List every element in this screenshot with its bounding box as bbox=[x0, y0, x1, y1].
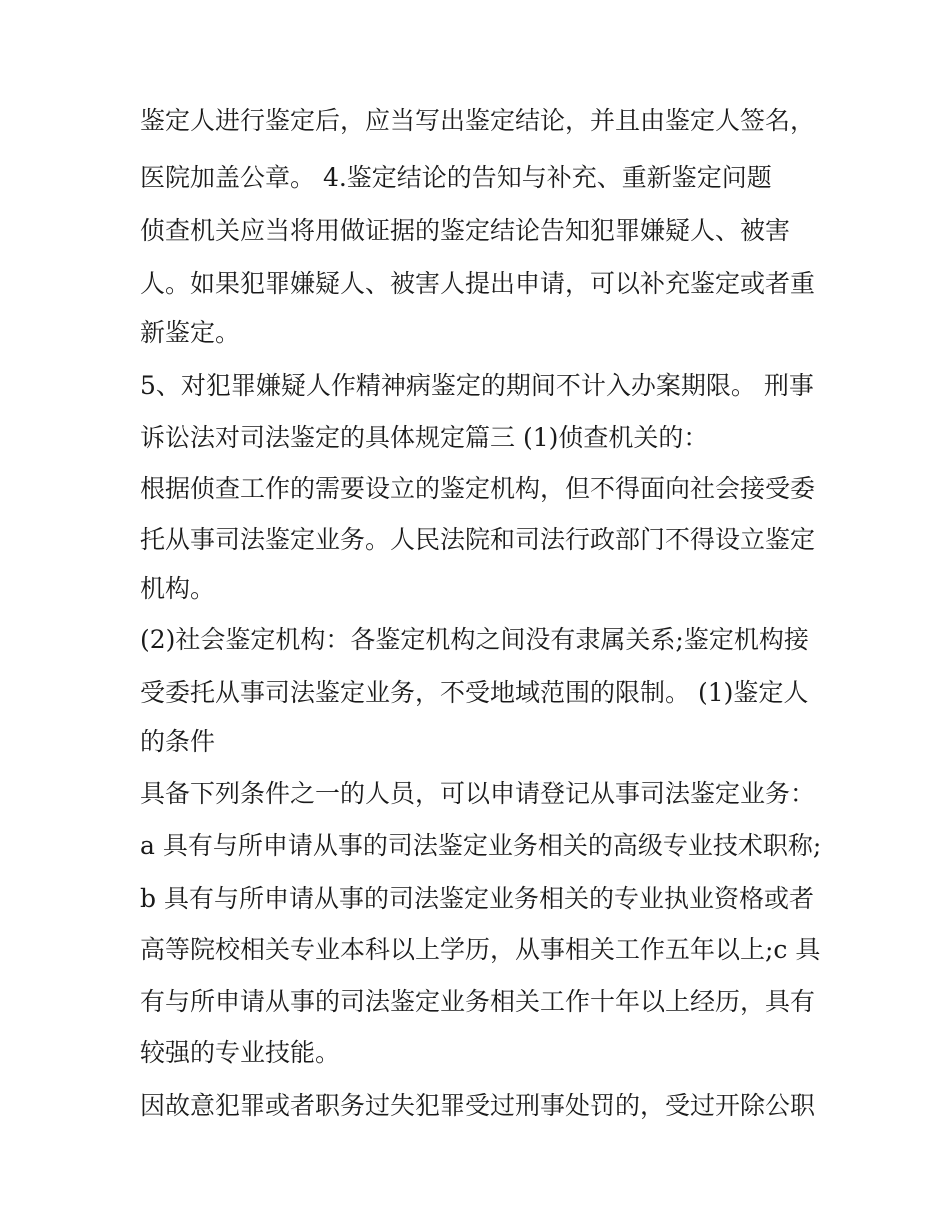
text-line: 新鉴定。 bbox=[140, 318, 241, 347]
text-line: (2)社会鉴定机构：各鉴定机构之间没有隶属关系;鉴定机构接 bbox=[140, 625, 809, 654]
text-line: 鉴定人进行鉴定后，应当写出鉴定结论，并且由鉴定人签名， bbox=[140, 106, 816, 135]
text-line: 根据侦查工作的需要设立的鉴定机构，但不得面向社会接受委 bbox=[140, 474, 816, 503]
text-line: 因故意犯罪或者职务过失犯罪受过刑事处罚的，受过开除公职 bbox=[140, 1091, 816, 1120]
text-line: 受委托从事司法鉴定业务，不受地域范围的限制。 (1)鉴定人 bbox=[140, 678, 809, 707]
text-line: 有与所申请从事的司法鉴定业务相关工作十年以上经历，具有 bbox=[140, 987, 816, 1016]
text-line: a 具有与所申请从事的司法鉴定业务相关的高级专业技术职称; bbox=[140, 831, 822, 860]
text-line: 较强的专业技能。 bbox=[140, 1038, 341, 1067]
text-line: 托从事司法鉴定业务。人民法院和司法行政部门不得设立鉴定 bbox=[140, 525, 816, 554]
text-line: 机构。 bbox=[140, 574, 216, 603]
text-line: 侦查机关应当将用做证据的鉴定结论告知犯罪嫌疑人、被害 bbox=[140, 216, 791, 245]
text-line: 诉讼法对司法鉴定的具体规定篇三 (1)侦查机关的： bbox=[140, 423, 709, 452]
text-line: 医院加盖公章。 4.鉴定结论的告知与补充、重新鉴定问题 bbox=[140, 163, 772, 192]
text-line: 5、对犯罪嫌疑人作精神病鉴定的期间不计入办案期限。 刑事 bbox=[140, 371, 814, 400]
text-line: 具备下列条件之一的人员，可以申请登记从事司法鉴定业务： bbox=[140, 779, 816, 808]
text-line: 人。如果犯罪嫌疑人、被害人提出申请，可以补充鉴定或者重 bbox=[140, 269, 816, 298]
text-line: b 具有与所申请从事的司法鉴定业务相关的专业执业资格或者 bbox=[140, 884, 814, 913]
text-line: 的条件 bbox=[140, 727, 216, 756]
text-line: 高等院校相关专业本科以上学历，从事相关工作五年以上;c 具 bbox=[140, 935, 821, 964]
